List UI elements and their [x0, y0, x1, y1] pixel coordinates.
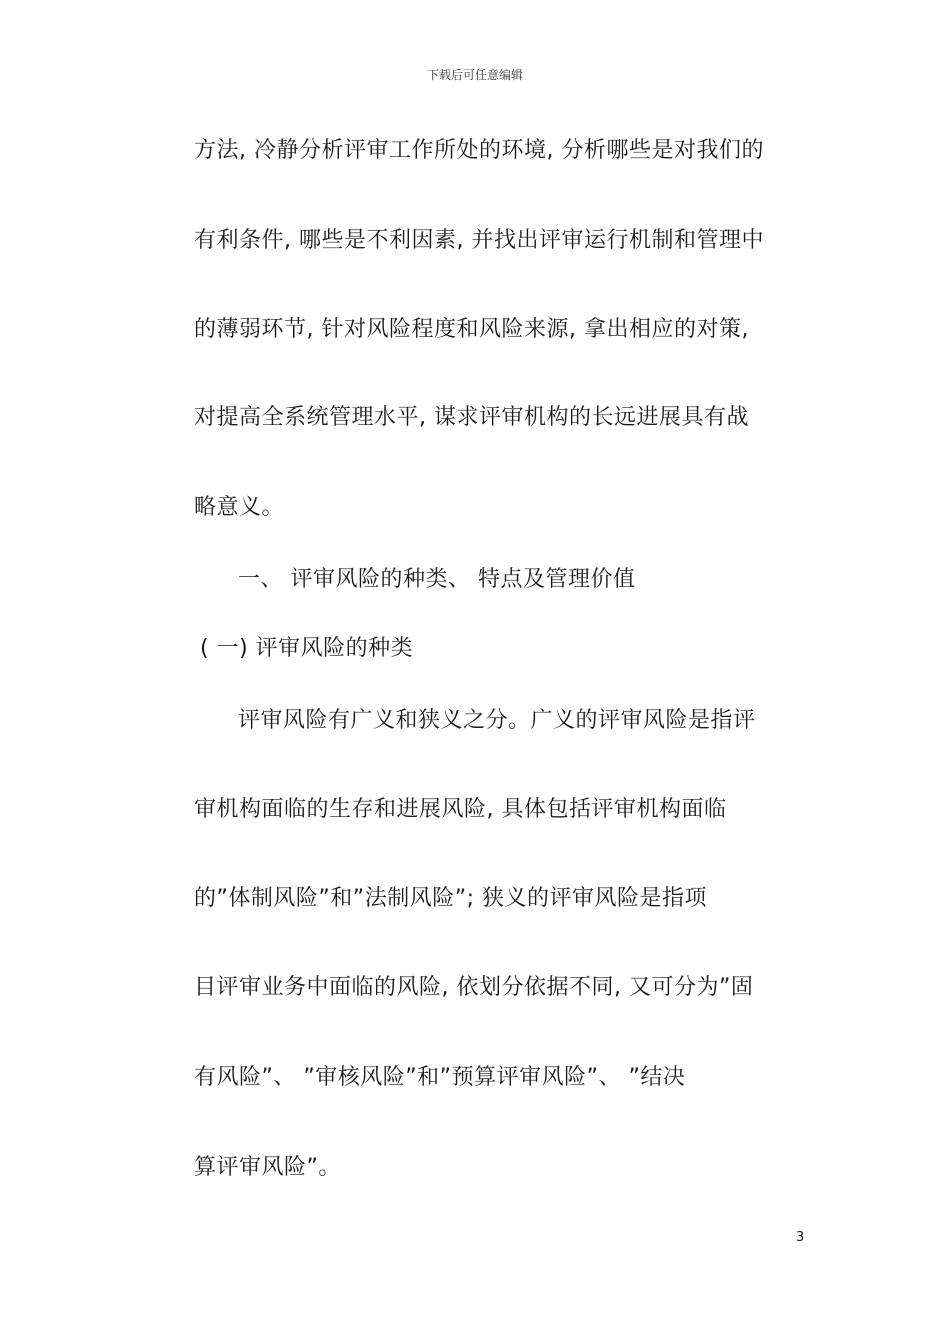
body-line-10: 的”体制风险”和”法制风险”; 狭义的评审风险是指项 — [194, 886, 707, 911]
page-header: 下载后可任意编辑 — [426, 68, 523, 82]
body-line-4: 对提高全系统管理水平, 谋求评审机构的长远进展具有战 — [194, 405, 749, 430]
body-line-1: 方法, 冷静分析评审工作所处的环境, 分析哪些是对我们的 — [194, 138, 764, 163]
body-line-3: 的薄弱环节, 针对风险程度和风险来源, 拿出相应的对策, — [194, 317, 749, 342]
page-number: 3 — [796, 1230, 805, 1245]
section-heading: 一、 评审风险的种类、 特点及管理价值 — [238, 567, 636, 592]
body-line-5: 略意义。 — [194, 495, 285, 520]
body-line-8: 评审风险有广义和狭义之分。广义的评审风险是指评 — [238, 708, 756, 733]
body-line-9: 审机构面临的生存和进展风险, 具体包括评审机构面临 — [194, 797, 727, 822]
body-line-12: 有风险”、 ”审核风险”和”预算评审风险”、 ”结决 — [194, 1065, 686, 1090]
body-line-2: 有利条件, 哪些是不利因素, 并找出评审运行机制和管理中 — [194, 228, 764, 253]
subsection-heading: ( 一) 评审风险的种类 — [200, 636, 414, 661]
body-line-11: 目评审业务中面临的风险, 依划分依据不同, 又可分为”固 — [194, 975, 754, 1000]
body-line-13: 算评审风险”。 — [194, 1155, 341, 1180]
